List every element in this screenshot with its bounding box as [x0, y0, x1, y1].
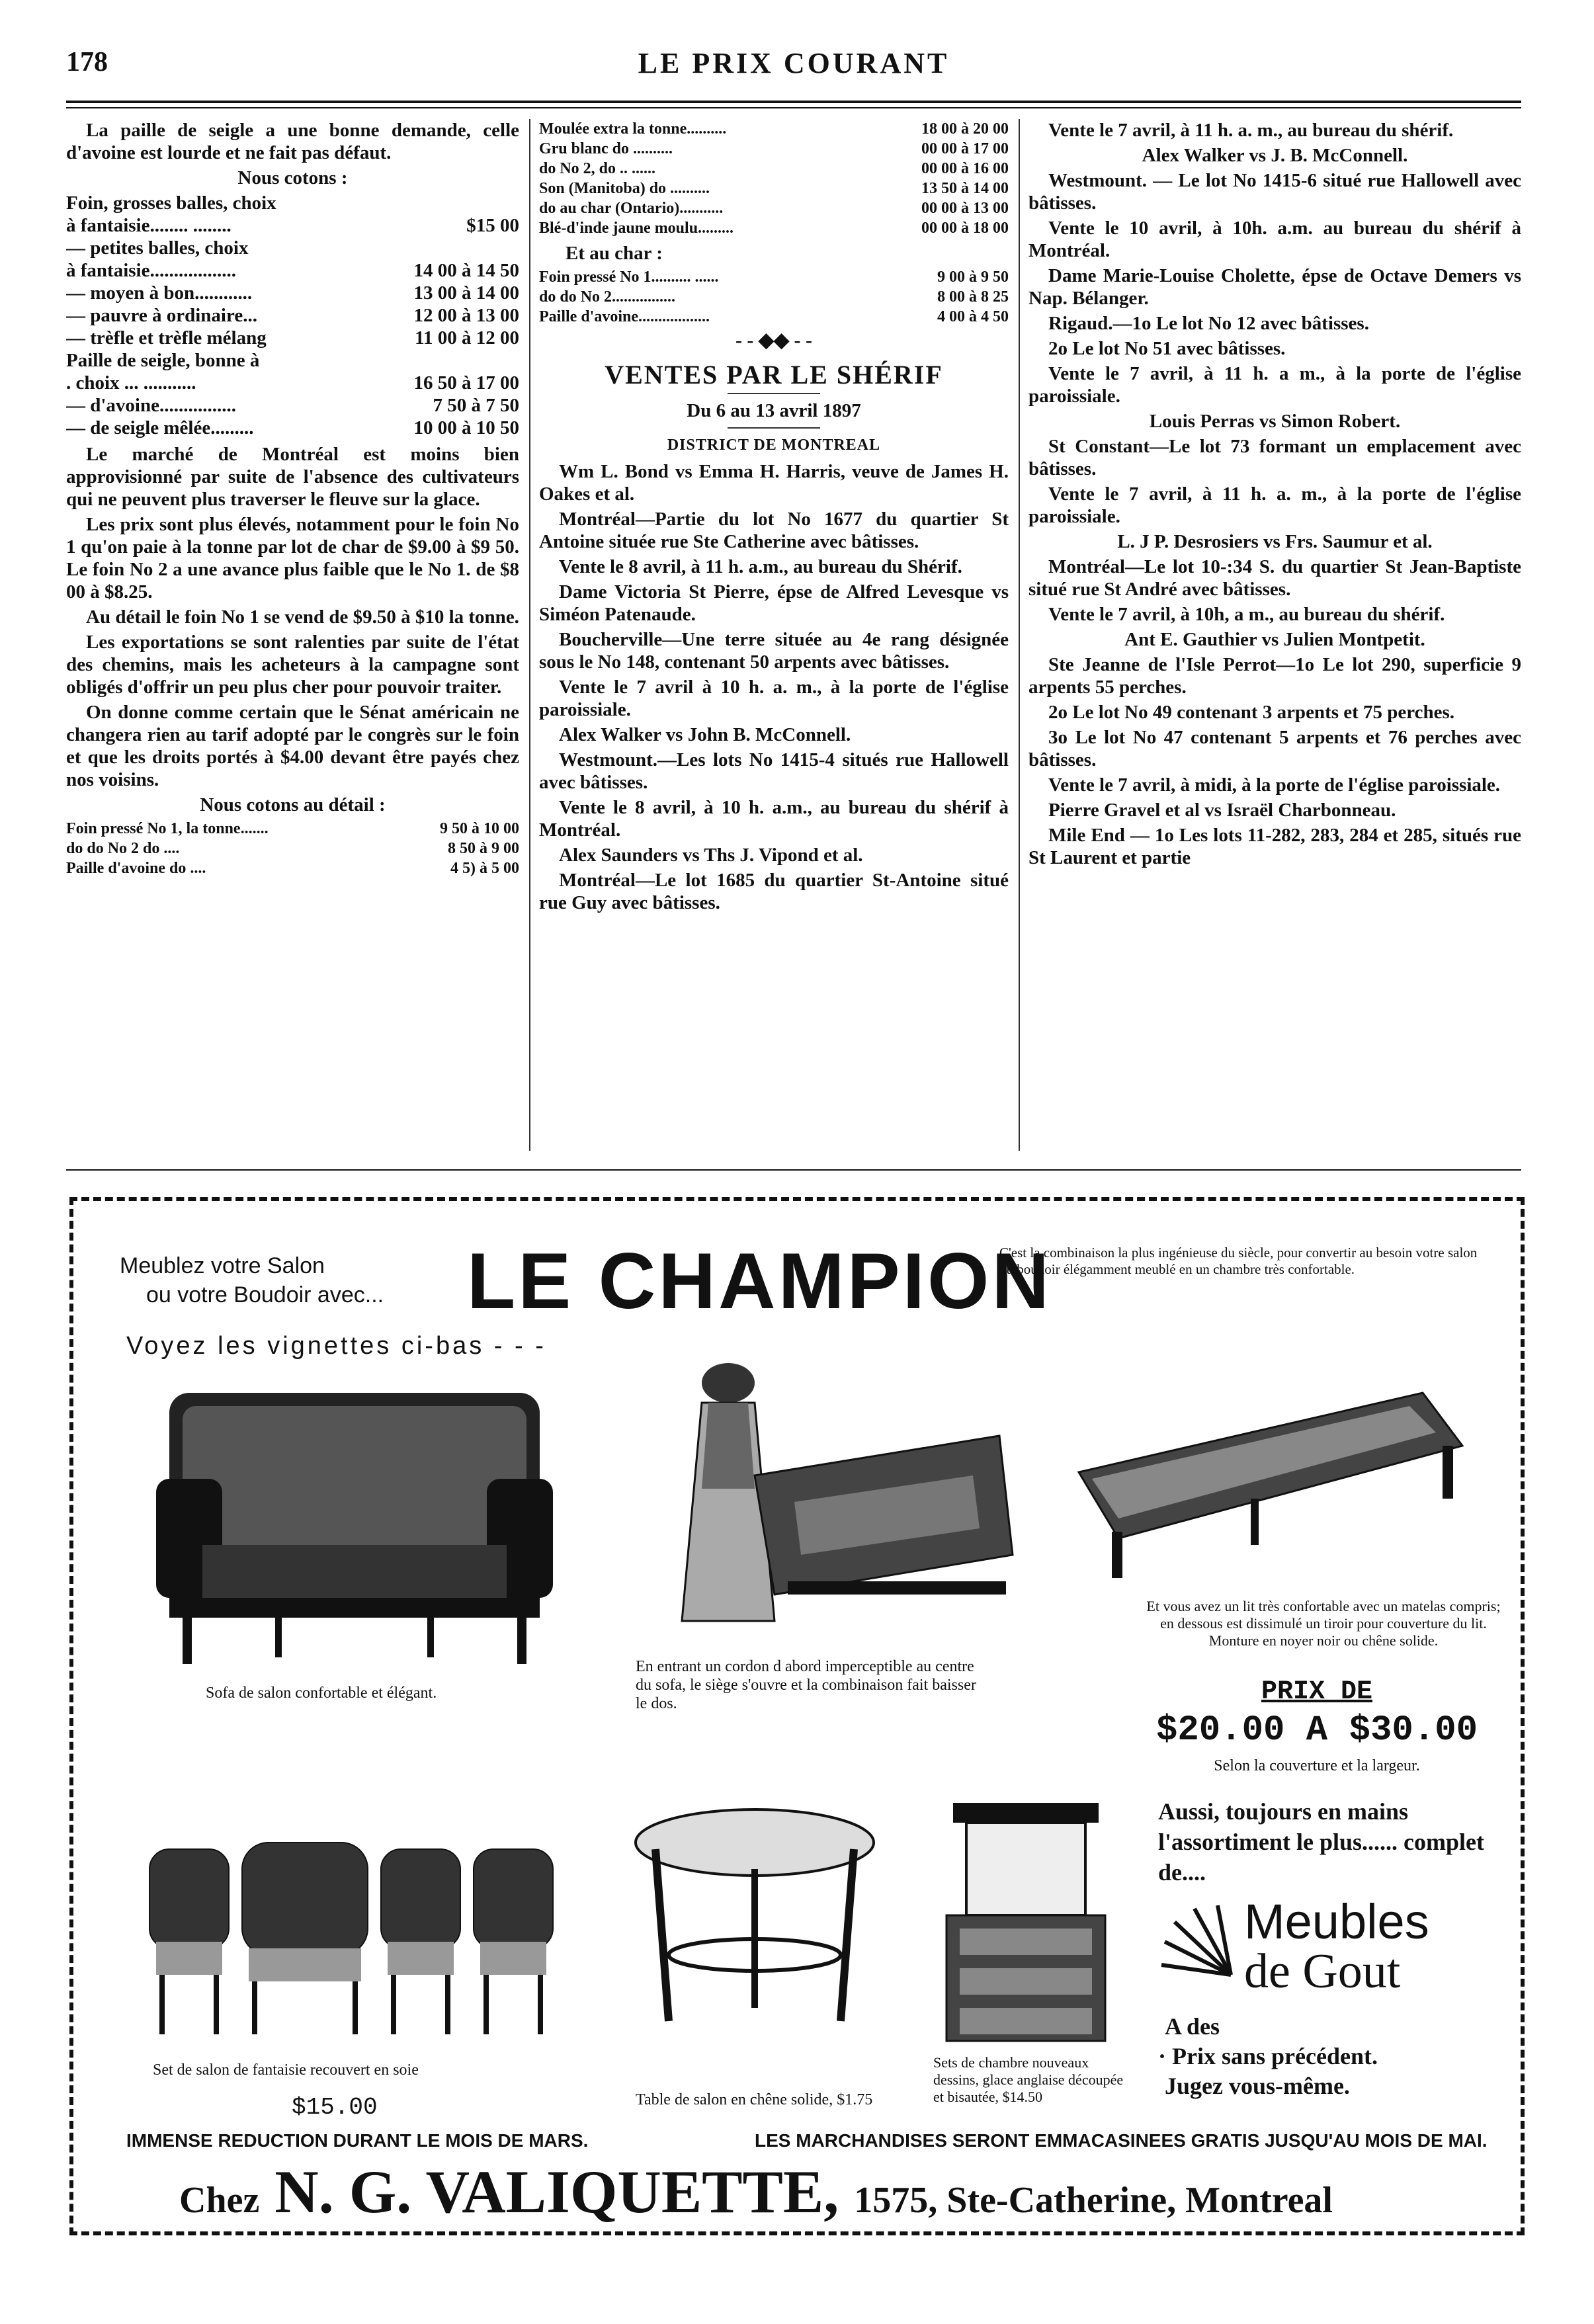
sale-entry: 2o Le lot No 49 contenant 3 arpents et 75 perches. [1048, 702, 1455, 723]
sale-entry: Westmount. — Le lot No 1415-6 situé rue Hallowell avec bâtisses. [1028, 170, 1521, 214]
sale-entry: Vente le 7 avril, à 11 h. a m., à la porte de l'église paroissiale. [1028, 363, 1521, 407]
ad-emmagasinees: LES MARCHANDISES SERONT EMMACASINEES GRATIS JUSQU'AU MOIS DE MAI. [755, 2130, 1488, 2151]
sale-entry: Boucherville—Une terre située au 4e rang désignée sous le No 148, contenant 50 arpents avec bâtisses. [539, 629, 1009, 673]
price-table-retail [66, 819, 519, 878]
price-row-value: 9 50 à 10 00 [440, 820, 519, 837]
price-row-value: 00 00 à 13 00 [921, 200, 1009, 217]
page-header [66, 46, 1521, 99]
price-row-value: 4 5) à 5 00 [450, 860, 519, 877]
sale-entry: Vente le 7 avril, à midi, à la porte de l'église paroissiale. [1048, 774, 1501, 796]
sale-parties: Pierre Gravel et al vs Israël Charbonneau. [1048, 800, 1396, 821]
price-row-label: à fantaisie........ ........ [66, 215, 231, 236]
price-row [66, 327, 519, 349]
page-number: 178 [66, 47, 108, 77]
ad-a-des: A des [1165, 2013, 1220, 2040]
price-row [66, 237, 519, 259]
price-row-label: — trèfle et trèfle mélang [66, 327, 267, 349]
ad-brand-title: LE CHAMPION [467, 1237, 1052, 1325]
price-row-value: 14 00 à 14 50 [413, 260, 519, 281]
article-paragraph: Le marché de Montréal est moins bien approvisionné par suite de l'absence des cultivateurs qui ne peuvent plus traverser le fleuve sur la glace. [66, 444, 519, 510]
ad-meubles: Meubles [1244, 1894, 1429, 1949]
sofa-illustration [143, 1380, 566, 1671]
column-separator [1019, 119, 1020, 1151]
caption-bedroom: Sets de chambre nouveaux dessins, glace anglaise découpée et bisautée, $14.50 [933, 2054, 1124, 2105]
sale-entry: Mile End — 1o Les lots 11-282, 283, 284 et 285, situés rue St Laurent et partie [1028, 825, 1521, 868]
section-heading: VENTES PAR LE SHÉRIF [605, 360, 943, 390]
sale-parties: Ant E. Gauthier vs Julien Montpetit. [1124, 629, 1425, 650]
sale-entry: Vente le 8 avril, à 10 h. a.m., au bureau du shérif à Montréal. [539, 797, 1009, 841]
sale-parties: Louis Perras vs Simon Robert. [1149, 411, 1401, 432]
district-label: DISTRICT DE MONTREAL [667, 436, 881, 454]
price-row [539, 218, 1009, 238]
price-row-value: 11 00 à 12 00 [415, 327, 519, 349]
sale-entry: 2o Le lot No 51 avec bâtisses. [1048, 338, 1286, 359]
sale-entry: Vente le 7 avril, à 10h, a m., au bureau du shérif. [1048, 604, 1445, 625]
ad-meublez-line1: Meublez votre Salon [120, 1253, 325, 1278]
article-paragraph: La paille de seigle a une bonne demande, celle d'avoine est lourde et ne fait pas défaut. [66, 120, 519, 163]
sale-entry: Montréal—Le lot 10-:34 S. du quartier St Jean-Baptiste situé rue St André avec bâtisses. [1028, 556, 1521, 600]
price-row-label: Gru blanc do .......... [539, 140, 673, 157]
sale-parties: Dame Marie-Louise Cholette, épse de Octave Demers vs Nap. Bélanger. [1028, 265, 1521, 309]
caption-table: Table de salon en chêne solide, $1.75 [636, 2091, 873, 2108]
price-row [66, 819, 519, 839]
price-row [66, 394, 519, 417]
price-row-label: — d'avoine................ [66, 395, 236, 416]
price-row [66, 349, 519, 372]
price-row-value: 4 00 à 4 50 [937, 308, 1009, 325]
sale-entry: Dame Victoria St Pierre, épse de Alfred Levesque vs Siméon Patenaude. [539, 581, 1009, 625]
price-row [66, 839, 519, 858]
caption-salon-set: Set de salon de fantaisie recouvert en soie [153, 2061, 419, 2079]
price-row-label: Foin pressé No 1.......... ...... [539, 269, 719, 286]
article-paragraph: On donne comme certain que le Sénat américain ne changera rien au tarif adopté par le congrès sur le foin et que les droits portés à $4.00 devant être payés chez nos voisins. [66, 702, 519, 790]
column-right [1028, 119, 1521, 1151]
sale-entry: Westmount.—Les lots No 1415-4 situés rue Hallowell avec bâtisses. [539, 749, 1009, 793]
article-paragraph: Les prix sont plus élevés, notamment pour le foin No 1 qu'on paie à la tonne par lot de char de $9.00 à $9 50. Le foin No 2 a une avance plus faible que le No 1. de $8 00 à $8.25. [66, 514, 519, 602]
price-row-label: Blé-d'inde jaune moulu......... [539, 220, 734, 237]
price-row-value: 9 00 à 9 50 [937, 269, 1009, 286]
price-row-value: 8 00 à 8 25 [937, 288, 1009, 306]
sale-entry: Ste Jeanne de l'Isle Perrot—1o Le lot 290, superficie 9 arpents 55 perches. [1028, 654, 1521, 698]
sale-parties: L. J P. Desrosiers vs Frs. Saumur et al. [1117, 531, 1433, 552]
price-row-label: à fantaisie.................. [66, 260, 236, 281]
price-row-value: 00 00 à 16 00 [921, 160, 1009, 177]
price-row-label: do do No 2................ [539, 288, 676, 306]
price-range: $20.00 A $30.00 [1155, 1710, 1478, 1751]
sale-entry: Vente le 7 avril à 10 h. a. m., à la porte de l'église paroissiale. [539, 677, 1009, 720]
price-row [66, 282, 519, 304]
ad-merchant-address: 1575, Ste-Catherine, Montreal [854, 2180, 1333, 2221]
price-table-hay [66, 192, 519, 439]
sale-entry: Vente le 8 avril, à 11 h. a.m., au bureau du Shérif. [559, 556, 962, 577]
section-label: Nous cotons : [237, 167, 348, 188]
sale-entry: Montréal—Partie du lot No 1677 du quartier St Antoine située rue Ste Catherine avec bâtisses. [539, 509, 1009, 552]
price-row [539, 307, 1009, 327]
price-row [66, 372, 519, 394]
price-row-label: Foin pressé No 1, la tonne....... [66, 820, 269, 837]
page-title: LE PRIX COURANT [638, 47, 950, 79]
ad-chez: Chez [179, 2180, 260, 2221]
ad-intro-text: C'est la combinaison la plus ingénieuse du siècle, pour convertir au besoin votre salon ou boudoir élégamment meublé en un chambre très confortable. [999, 1245, 1478, 1277]
price-row-value: $15 00 [466, 215, 519, 236]
ad-merchant-line [179, 2157, 1333, 2227]
price-row [66, 417, 519, 439]
price-row [66, 192, 519, 214]
price-row-label: do au char (Ontario)........... [539, 200, 724, 217]
price-row-label: Paille de seigle, bonne à [66, 350, 260, 371]
chair-set-illustration [136, 1823, 573, 2048]
ad-prix-sans: · Prix sans précédent. [1158, 2043, 1378, 2069]
caption-bed: Et vous avez un lit très confortable avec un matelas compris; en dessous est dissimulé un tiroir pour couverture du lit. Monture en noyer noir ou chêne solide. [1146, 1598, 1501, 1649]
price-row-value: 00 00 à 18 00 [921, 220, 1009, 237]
price-row-label: — petites balles, choix [66, 237, 249, 259]
article-paragraph: Les exportations se sont ralenties par suite de l'état des chemins, mais les acheteurs à la campagne sont obligés d'offrir un peu plus cher pour pouvoir traiter. [66, 632, 519, 698]
price-row-label: . choix ... ........... [66, 372, 196, 394]
price-row [66, 304, 519, 327]
sale-entry: 3o Le lot No 47 contenant 5 arpents et 76 perches avec bâtisses. [1028, 727, 1521, 770]
price-row-value: 18 00 à 20 00 [921, 120, 1009, 138]
ad-voyez-line: Voyez les vignettes ci-bas - - - [126, 1332, 546, 1360]
section-dates: Du 6 au 13 avril 1897 [687, 400, 861, 421]
sale-entry: Montréal—Le lot 1685 du quartier St-Antoine situé rue Guy avec bâtisses. [539, 870, 1009, 913]
caption-sofa: Sofa de salon confortable et élégant. [206, 1684, 437, 1702]
sale-entry: Alex Walker vs John B. McConnell. [559, 724, 851, 745]
sale-entry: Rigaud.—1o Le lot No 12 avec bâtisses. [1048, 313, 1369, 334]
price-row-value: 16 50 à 17 00 [413, 372, 519, 394]
price-row-value: 7 50 à 7 50 [433, 395, 519, 416]
article-paragraph: Au détail le foin No 1 se vend de $9.50 à $10 la tonne. [86, 606, 519, 628]
price-row-value: 10 00 à 10 50 [413, 417, 519, 438]
divider [728, 393, 820, 394]
price-row-label: Foin, grosses balles, choix [66, 192, 276, 214]
ad-assortment-text: Aussi, toujours en mains l'assortiment le plus...... complet de.... [1158, 1798, 1484, 1886]
sale-entry: Vente le 7 avril, à 11 h. a. m., au bureau du shérif. [1048, 120, 1454, 141]
price-table-car [539, 267, 1009, 327]
header-rule [66, 101, 1521, 103]
ad-meublez-line2: ou votre Boudoir avec... [146, 1282, 384, 1307]
sale-entry: Vente le 7 avril, à 11 h. a. m., à la porte de l'église paroissiale. [1028, 483, 1521, 527]
price-row-value: 13 50 à 14 00 [921, 180, 1009, 197]
price-row [539, 159, 1009, 179]
table-illustration [616, 1796, 894, 2034]
price-row-value: 13 00 à 14 00 [413, 282, 519, 304]
price-row [66, 214, 519, 237]
price-row-label: do do No 2 do .... [66, 840, 180, 857]
column-left [66, 119, 519, 1151]
price-row [66, 858, 519, 878]
price-row-value: 00 00 à 17 00 [921, 140, 1009, 157]
caption-couverture: Selon la couverture et la largeur. [1214, 1757, 1420, 1774]
sale-parties: Alex Walker vs J. B. McConnell. [1142, 145, 1408, 166]
price-row [539, 139, 1009, 159]
ad-merchant-name: N. G. VALIQUETTE, [274, 2158, 839, 2225]
price-row-label: Moulée extra la tonne.......... [539, 120, 727, 138]
column-separator [529, 119, 530, 1151]
bedroom-set-illustration [927, 1790, 1125, 2048]
convertible-sofa-illustration [603, 1356, 1026, 1641]
sale-entry: Vente le 10 avril, à 10h. a.m. au bureau du shérif à Montréal. [1028, 218, 1521, 261]
price-row [66, 259, 519, 282]
price-row [539, 287, 1009, 307]
ad-jugez: Jugez vous-même. [1165, 2073, 1350, 2099]
section-rule [66, 1169, 1521, 1171]
price-row-value: 12 00 à 13 00 [413, 305, 519, 326]
column-middle [539, 119, 1009, 1151]
section-label: Et au char : [566, 243, 663, 264]
price-row-label: Son (Manitoba) do .......... [539, 180, 710, 197]
price-row [539, 119, 1009, 139]
section-label: Nous cotons au détail : [200, 794, 386, 815]
ornament-divider: - - ◆◆ - - [735, 329, 813, 351]
price-row-label: Paille d'avoine.................. [539, 308, 710, 325]
advertisement [69, 1197, 1525, 2235]
header-rule-thin [66, 107, 1521, 108]
price-row [539, 179, 1009, 198]
sale-entry: Alex Saunders vs Ths J. Vipond et al. [559, 845, 863, 866]
price-row [539, 267, 1009, 287]
caption-cordon: En entrant un cordon d abord imperceptible au centre du sofa, le siège s'ouvre et la combinaison fait baisser le dos. [636, 1658, 976, 1712]
sale-entry: St Constant—Le lot 73 formant un emplacement avec bâtisses. [1028, 436, 1521, 479]
sunburst-ornament [1158, 1902, 1237, 1981]
sale-entry: Wm L. Bond vs Emma H. Harris, veuve de James H. Oakes et al. [539, 461, 1009, 505]
price-row-label: — pauvre à ordinaire... [66, 305, 257, 326]
price-row [539, 198, 1009, 218]
ad-de-gout: de Gout [1244, 1944, 1401, 1999]
price-row-label: Paille d'avoine do .... [66, 860, 206, 877]
ad-reduction: IMMENSE REDUCTION DURANT LE MOIS DE MARS. [126, 2130, 589, 2151]
price-row-label: — de seigle mêlée......... [66, 417, 254, 438]
divider [728, 427, 820, 429]
price-table-feed [539, 119, 1009, 238]
price-label: PRIX DE [1261, 1677, 1373, 1707]
salon-set-price: $15.00 [292, 2094, 378, 2121]
price-row-label: do No 2, do .. ...... [539, 160, 656, 177]
price-row-label: — moyen à bon............ [66, 282, 253, 304]
bed-illustration [1052, 1366, 1476, 1585]
price-row-value: 8 50 à 9 00 [448, 840, 519, 857]
